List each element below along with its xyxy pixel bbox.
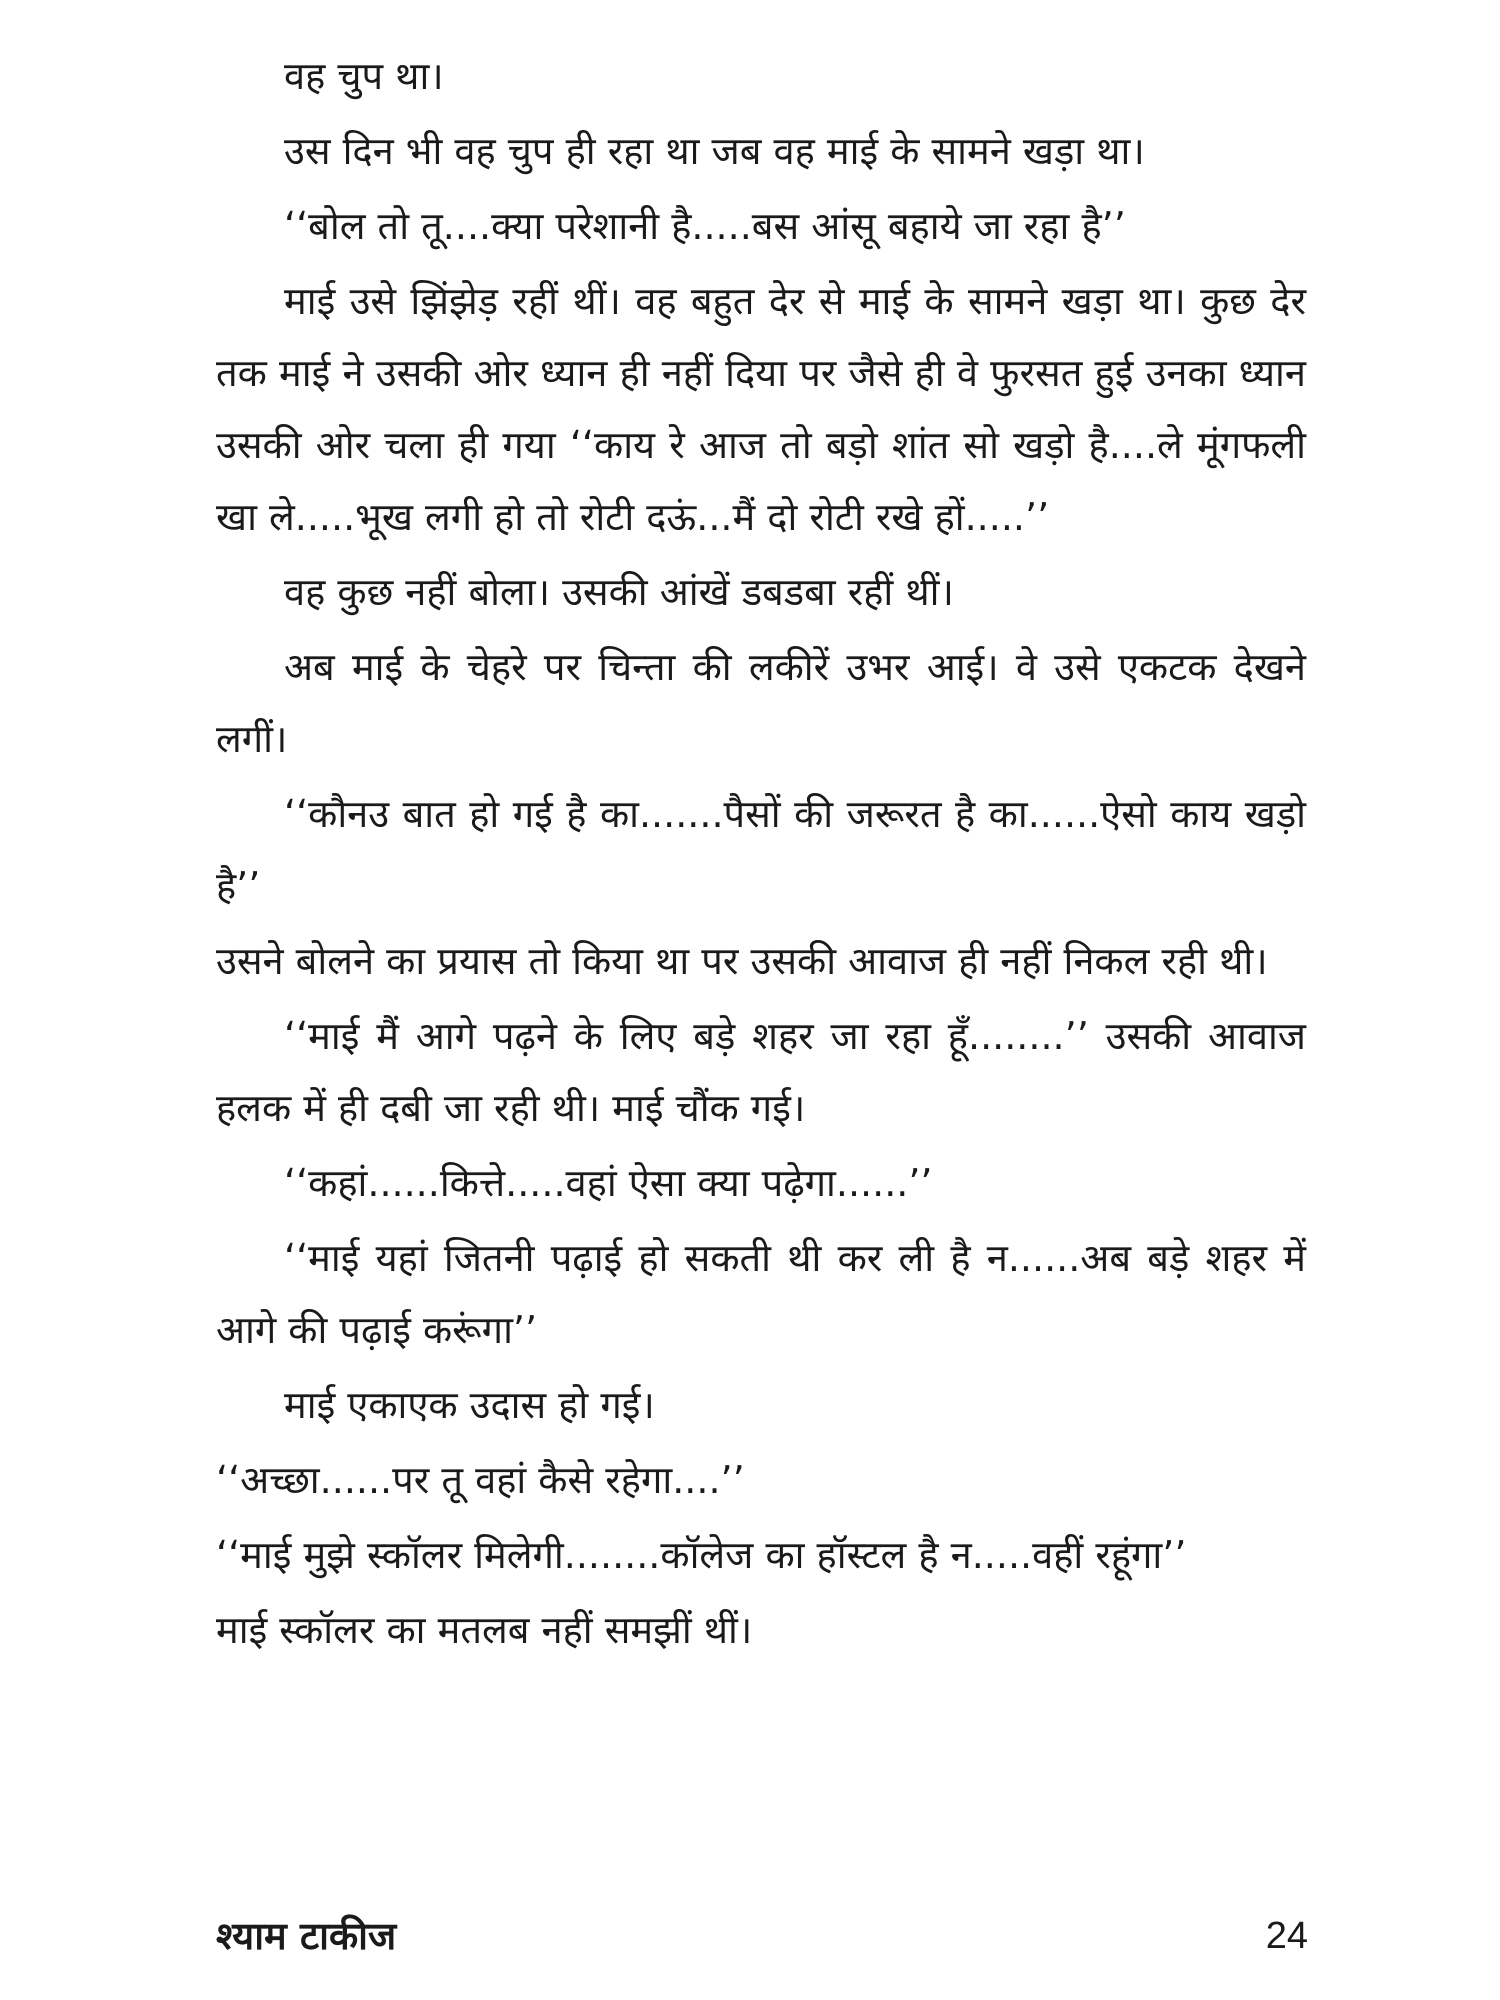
paragraph-2: उस दिन भी वह चुप ही रहा था जब वह माई के सामने खड़ा था। xyxy=(284,129,1145,173)
paragraph-4: माई उसे झिंझेड़ रहीं थीं। वह बहुत देर से माई के सामने खड़ा था। कुछ देर तक माई ने उसकी ओर ध्यान ही नहीं दिया पर जैसे ही वे फुरसत हुई उनका ध्यान उसकी ओर चला ही गया ‘‘काय रे आज तो बड़ो शांत सो खड़ो है....ले मूंगफली खा ले.....भूख लगी हो तो रोटी दऊं...मैं दो रोटी रखे हों.....’’ xyxy=(216,279,1306,539)
footer-book-title: श्याम टाकीज xyxy=(216,1914,397,1958)
paragraph-12: माई एकाएक उदास हो गई। xyxy=(284,1383,655,1427)
paragraph-7: ‘‘कौनउ बात हो गई है का.......पैसों की जरूरत है का......ऐसो काय खड़ो है’’ xyxy=(216,792,1306,908)
paragraph-5: वह कुछ नहीं बोला। उसकी आंखें डबडबा रहीं थीं। xyxy=(284,570,954,614)
paragraph-13: ‘‘अच्छा......पर तू वहां कैसे रहेगा....’’ xyxy=(216,1458,745,1502)
page-body-text xyxy=(216,40,1306,1669)
paragraph-11: ‘‘माई यहां जितनी पढ़ाई हो सकती थी कर ली है न......अब बड़े शहर में आगे की पढ़ाई करूंगा’’ xyxy=(216,1236,1306,1352)
paragraph-10: ‘‘कहां......कित्ते.....वहां ऐसा क्या पढ़ेगा......’’ xyxy=(284,1161,933,1205)
page-number: 24 xyxy=(1265,1915,1308,1957)
paragraph-1: वह चुप था। xyxy=(284,54,444,98)
paragraph-9: ‘‘माई मैं आगे पढ़ने के लिए बड़े शहर जा रहा हूँ........’’ उसकी आवाज हलक में ही दबी जा रही थी। माई चौंक गई। xyxy=(216,1014,1306,1130)
paragraph-14: ‘‘माई मुझे स्कॉलर मिलेगी........कॉलेज का हॉस्टल है न.....वहीं रहूंगा’’ xyxy=(216,1533,1187,1577)
paragraph-6: अब माई के चेहरे पर चिन्ता की लकीरें उभर आई। वे उसे एकटक देखने लगीं। xyxy=(216,645,1306,761)
paragraph-15: माई स्कॉलर का मतलब नहीं समझीं थीं। xyxy=(216,1608,753,1652)
paragraph-8: उसने बोलने का प्रयास तो किया था पर उसकी आवाज ही नहीं निकल रही थी। xyxy=(216,939,1268,983)
paragraph-3: ‘‘बोल तो तू....क्या परेशानी है.....बस आंसू बहाये जा रहा है’’ xyxy=(284,204,1126,248)
